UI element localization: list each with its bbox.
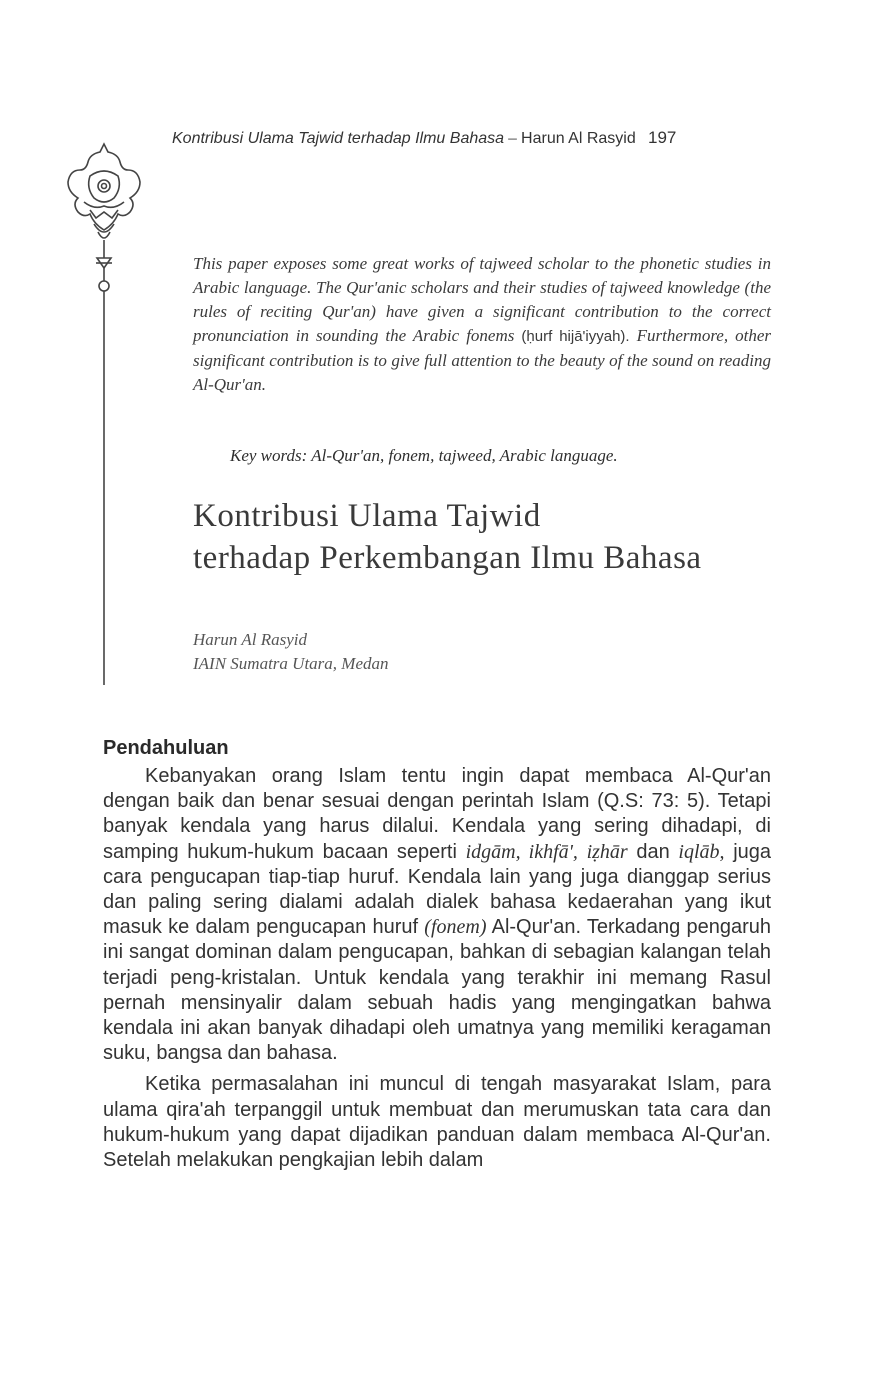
p1-term-3: iqlāb, (678, 840, 725, 863)
abstract-term: (ḥurf hijā'iyyah). (521, 328, 630, 345)
running-header (172, 128, 772, 148)
body-text (103, 764, 771, 1173)
title-line-1: Kontribusi Ulama Tajwid (193, 498, 541, 534)
p1-text-d: Al-Qur'an. Terkadang pengaruh ini sangat dominan dalam pengucapan, bahkan di sebagian kalangan telah terjadi peng-kristalan. Untuk kendala yang terakhir ini memang Rasul pernah mensinyalir dalam sebuah hadis yang mengingatkan bahwa kendala ini akan banyak dihadapi oleh umatnya yang memiliki keragaman suku, bangsa dan bahasa. (103, 916, 772, 1065)
paragraph-1 (103, 764, 771, 1066)
header-separator: – (508, 128, 517, 147)
p1-term-2: iẓhār (586, 840, 628, 863)
abstract-text-2: Furthermore, other significant contribution is to give full attention to the beauty of the sound on reading Al-Qur'an. (193, 326, 772, 394)
p1-text-b: dan (636, 840, 670, 863)
byline (193, 628, 693, 676)
abstract-text-1: This paper exposes some great works of tajweed scholar to the phonetic studies in Arabic language. The Qur'anic scholars and their studies of tajweed knowledge (the rules of reciting Qur'an) have given a significant contribution to the correct pronunciation in sounding the Arabic fonems (193, 254, 771, 345)
author-name: Harun Al Rasyid (193, 630, 307, 649)
section-heading: Pendahuluan (103, 737, 229, 759)
abstract (193, 252, 771, 397)
title-line-2: terhadap Perkembangan Ilmu Bahasa (193, 540, 702, 576)
paragraph-2: Ketika permasalahan ini muncul di tengah masyarakat Islam, para ulama qira'ah terpanggil untuk membuat dan merumuskan tata cara dan hukum-hukum yang dapat dijadikan panduan dalam membaca Al-Qur'an. Setelah melakukan pengkajian lebih dalam (103, 1073, 771, 1172)
p1-text-c: juga cara pengucapan tiap-tiap huruf. Kendala lain yang juga dianggap serius dan paling sering dialami adalah dialek bahasa kedaerahan yang ikut masuk ke dalam pengucapan huruf (103, 840, 771, 939)
page-number: 197 (648, 128, 677, 147)
article-title (193, 495, 813, 579)
p1-term-1: idgām, ikhfā', (465, 840, 578, 863)
author-affiliation: IAIN Sumatra Utara, Medan (193, 654, 389, 673)
running-title: Kontribusi Ulama Tajwid terhadap Ilmu Bahasa (172, 130, 505, 147)
ornament-icon (60, 140, 150, 700)
header-author: Harun Al Rasyid (521, 130, 636, 147)
keywords: Key words: Al-Qur'an, fonem, tajweed, Arabic language. (230, 446, 618, 465)
p1-text-a: Kebanyakan orang Islam tentu ingin dapat membaca Al-Qur'an dengan baik dan benar sesuai dengan perintah Islam (Q.S: 73: 5). Tetapi banyak kendala yang harus dilalui. Kendala yang sering dihadapi, di samping hukum-hukum bacaan seperti (103, 765, 771, 863)
p1-term-4: (fonem) (424, 916, 487, 939)
